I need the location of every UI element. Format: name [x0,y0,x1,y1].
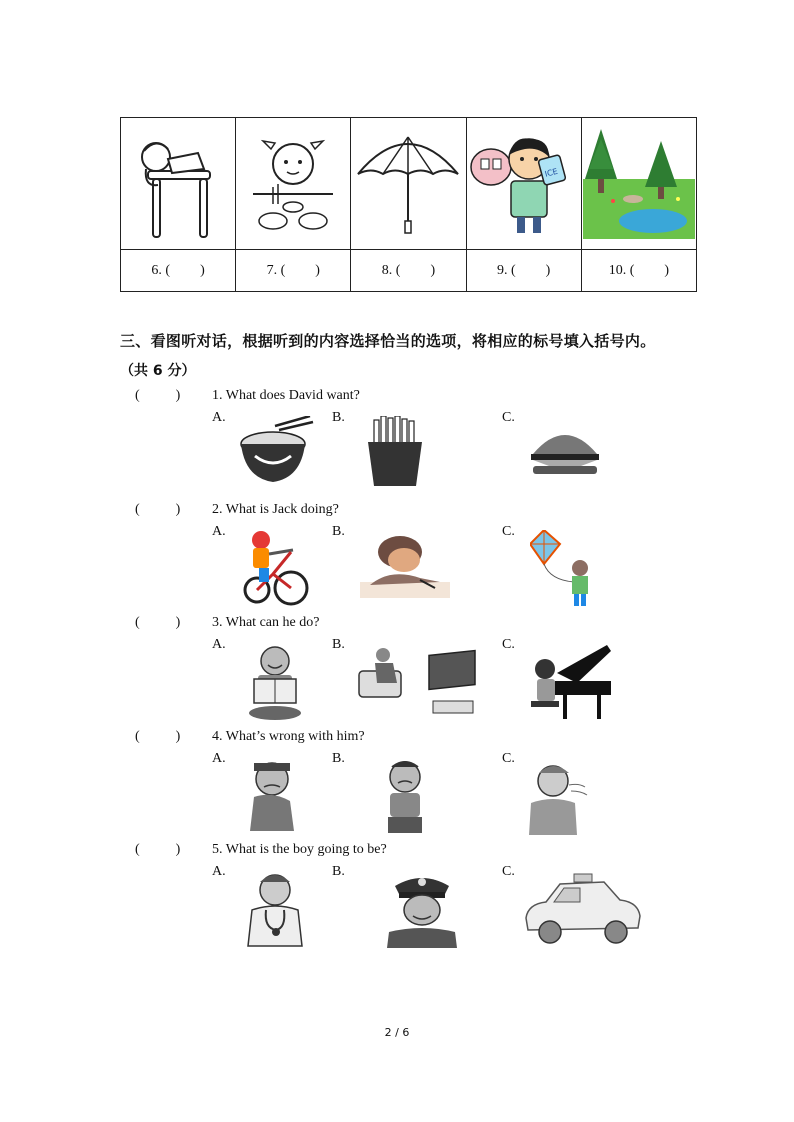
question-text: 3. What can he do? [212,615,320,630]
option-c-label: C. [502,410,515,425]
section-subtitle: （共 6 分） [120,363,196,379]
question-1 [135,388,695,498]
question-text: 4. What’s wrong with him? [212,729,365,744]
answer-paren-3[interactable]: ( ) [135,615,181,630]
question-3 [135,615,695,725]
boy-toothache-image [469,129,579,239]
answer-paren-1[interactable]: ( ) [135,388,181,403]
option-b-label: B. [332,637,345,652]
question-text: 2. What is Jack doing? [212,502,339,517]
answer-paren-2[interactable]: ( ) [135,502,181,517]
question-text: 1. What does David want? [212,388,360,403]
section-title: 三、看图听对话，根据听到的内容选择恰当的选项，将相应的标号填入括号内。 [120,332,656,350]
doctor-image [240,870,310,950]
pic-cell-8 [351,118,466,250]
girl-eating-image [243,129,343,239]
question-5 [135,842,695,952]
boy-watching-tv-image [357,643,482,718]
answer-cell-10[interactable]: 10. ( ) [581,250,696,292]
boy-flying-kite-image [530,530,600,610]
boy-writing-image [360,530,450,600]
hamburger-image [525,416,605,486]
question-2 [135,502,695,612]
option-a-label: A. [212,637,226,652]
pic-cell-7 [236,118,351,250]
option-b-label: B. [332,751,345,766]
option-b-label: B. [332,410,345,425]
park-trees-image [583,129,695,239]
ice-pack-label: ICE [543,166,559,179]
option-a-label: A. [212,864,226,879]
option-a-label: A. [212,410,226,425]
answer-cell-6[interactable]: 6. ( ) [121,250,236,292]
question-4 [135,729,695,839]
boy-riding-bike-image [243,530,313,610]
girl-playing-piano-image [527,643,612,723]
boy-coughing-image [523,757,593,837]
option-c-label: C. [502,864,515,879]
option-a-label: A. [212,751,226,766]
pic-cell-6 [121,118,236,250]
page-number: 2 / 6 [384,1026,410,1039]
option-b-label: B. [332,864,345,879]
answer-cell-9[interactable]: 9. ( ) [466,250,581,292]
answer-cell-8[interactable]: 8. ( ) [351,250,466,292]
option-a-label: A. [212,524,226,539]
taxi-image [520,870,645,950]
pic-cell-10 [581,118,696,250]
boy-stomachache-image [370,757,440,837]
policeman-image [385,870,460,950]
umbrella-image [353,129,463,239]
option-c-label: C. [502,751,515,766]
pic-cell-9 [466,118,581,250]
option-c-label: C. [502,524,515,539]
answer-paren-4[interactable]: ( ) [135,729,181,744]
rice-bowl-image [235,416,315,486]
boy-on-bar-image [128,129,228,239]
french-fries-image [360,416,430,486]
answer-cell-7[interactable]: 7. ( ) [236,250,351,292]
boy-reading-image [240,643,310,723]
option-b-label: B. [332,524,345,539]
boy-fever-image [240,757,310,837]
answer-paren-5[interactable]: ( ) [135,842,181,857]
option-c-label: C. [502,637,515,652]
picture-table [120,117,697,292]
question-text: 5. What is the boy going to be? [212,842,387,857]
